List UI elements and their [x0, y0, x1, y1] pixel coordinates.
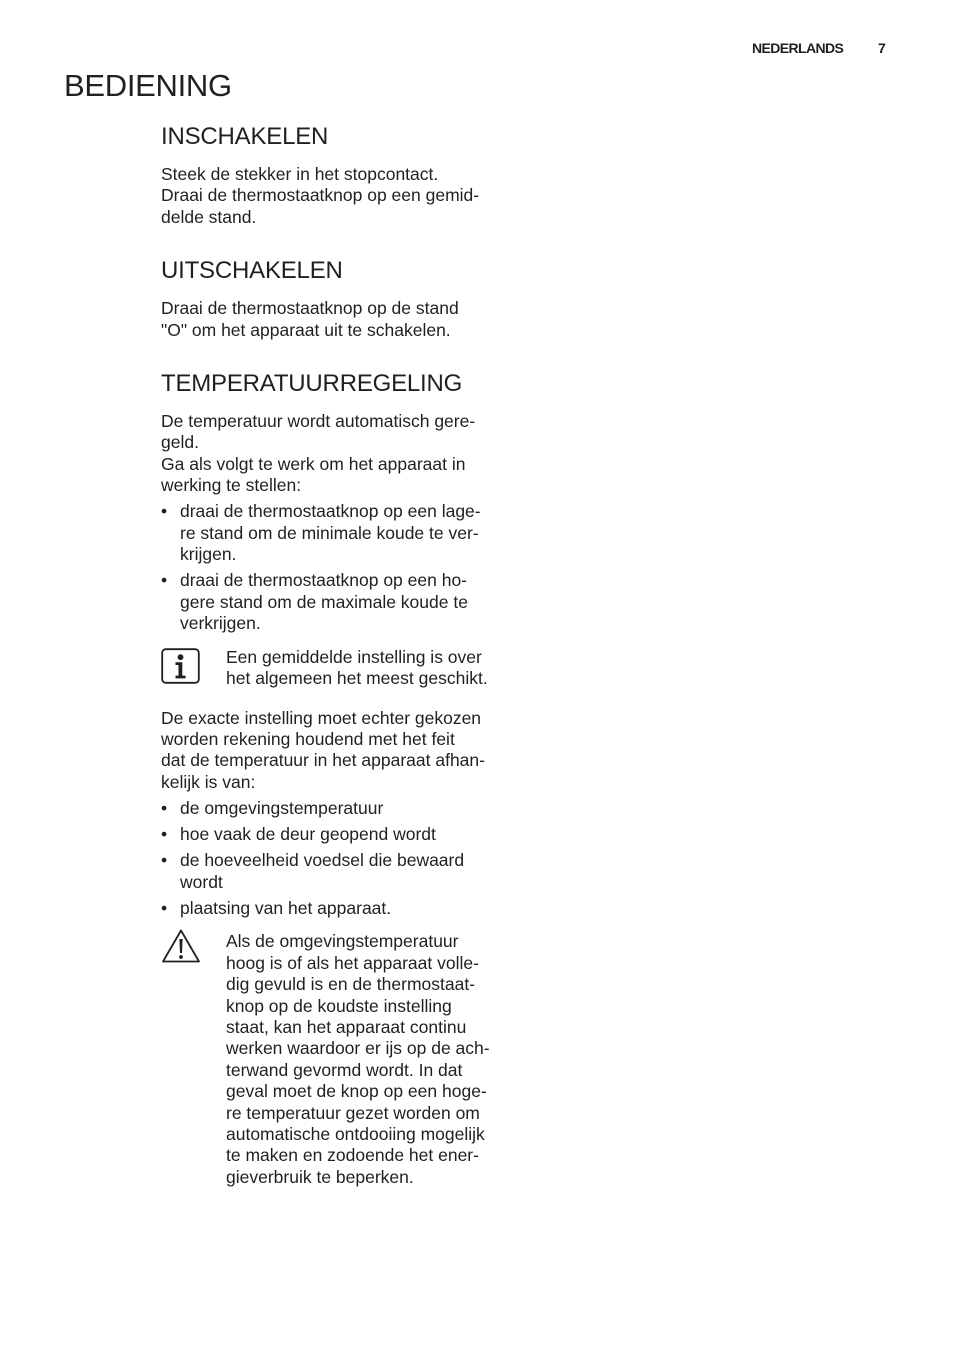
- section-inschakelen: [161, 118, 521, 228]
- list-item: • draai de thermostaatknop op een ho- gere stand om de maximale koude te verkrijgen.: [161, 570, 468, 634]
- info-note: Een gemiddelde instelling is over het algemeen het meest geschikt.: [161, 647, 521, 690]
- text-line: De temperatuur wordt automatisch gere-: [161, 411, 476, 432]
- list-item: • de omgevingstemperatuur: [161, 797, 384, 818]
- text-line: Steek de stekker in het stopcontact.: [161, 164, 439, 184]
- bullet: •: [161, 501, 168, 522]
- list-item: • hoe vaak de deur geopend wordt: [161, 824, 436, 845]
- bullet: •: [161, 850, 168, 871]
- factors-intro: [161, 708, 521, 794]
- page-number: 7: [878, 40, 886, 56]
- bullet: •: [161, 570, 168, 591]
- list-item: • de hoeveelheid voedsel die bewaard wordt: [161, 850, 465, 892]
- bullet: •: [161, 797, 168, 818]
- content-column: [161, 118, 521, 1188]
- text-line: kelijk is van:: [161, 771, 256, 792]
- bullet: •: [161, 897, 168, 918]
- section-temperatuurregeling: [161, 365, 521, 1188]
- info-icon: [161, 648, 200, 689]
- text-line: delde stand.: [161, 206, 257, 227]
- inschakelen-text: [161, 164, 521, 228]
- section-title-inschakelen: INSCHAKELEN: [161, 123, 329, 150]
- header-language: NEDERLANDS: [752, 40, 844, 56]
- temperatuur-intro: [161, 411, 521, 497]
- text-line: De exacte instelling moet echter gekozen: [161, 707, 482, 728]
- text-line: Ga als volgt te werk om het apparaat in: [161, 453, 466, 474]
- text-line: "O" om het apparaat uit te schakelen.: [161, 319, 451, 340]
- text-line: Draai de thermostaatknop op de stand: [161, 298, 459, 319]
- uitschakelen-text: [161, 298, 521, 341]
- list-item: • draai de thermostaatknop op een lage- re stand om de minimale koude te ver- krijgen.: [161, 501, 481, 565]
- text-line: geld.: [161, 432, 199, 453]
- text-line: Draai de thermostaatknop op een gemid-: [161, 185, 480, 206]
- warning-note: Als de omgevingstemperatuur hoog is of als het apparaat volle- dig gevuld is en de thermostaat- knop op de koudste instelling staat, kan het apparaat continu werken waardoor er ijs op de ach- terwand gevormd wordt. In dat geval moet de knop op een hoge- re temperatuur gezet worden om automatische ontdooiing mogelijk te maken en zodoende het ener- gieverbruik te beperken.: [161, 931, 521, 1188]
- list-item: • plaatsing van het apparaat.: [161, 897, 392, 918]
- text-line: worden rekening houdend met het feit: [161, 728, 455, 749]
- warning-icon: [161, 928, 201, 969]
- section-title-temperatuurregeling: TEMPERATUURREGELING: [161, 370, 463, 398]
- factors-list: [161, 798, 521, 919]
- text-line: dat de temperatuur in het apparaat afhan-: [161, 750, 485, 771]
- page-title: BEDIENING: [64, 68, 232, 103]
- steps-list: [161, 501, 521, 634]
- section-title-uitschakelen: UITSCHAKELEN: [161, 257, 343, 285]
- bullet: •: [161, 824, 168, 845]
- section-uitschakelen: [161, 252, 521, 341]
- text-line: werking te stellen:: [161, 475, 302, 496]
